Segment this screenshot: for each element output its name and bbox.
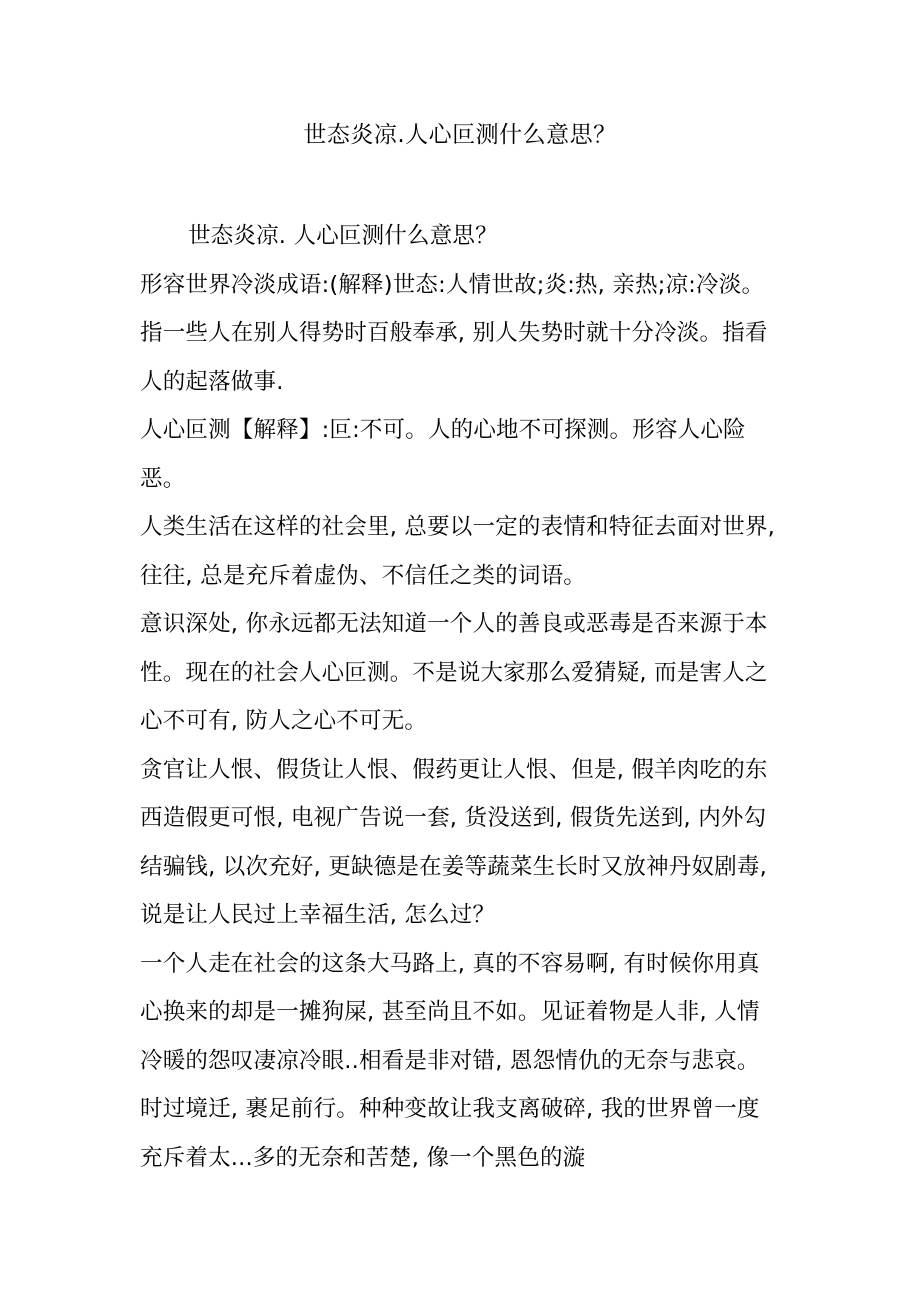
paragraph-road-of-life: 一个人走在社会的这条大马路上, 真的不容易啊, 有时候你用真心换来的却是一摊狗屎, 甚至尚且不如。见证着物是人非, 人情冷暖的怨叹凄凉冷眼..相看是非对错, 恩怨情仇的无奈与悲哀。时过境迁, 裹足前行。种种变故让我支离破碎, 我的世界曾一度充斥着太...多的无奈和苦楚, 像一个黑色的漩 — [140, 950, 760, 1171]
paragraph-society: 人类生活在这样的社会里, 总要以一定的表情和特征去面对世界, 往往, 总是充斥着虚伪、不信任之类的词语。 — [140, 514, 775, 589]
document-title: 世态炎凉.人心叵测什么意思？ — [303, 122, 617, 148]
document-body — [140, 212, 780, 1182]
paragraph-definition-shitai: 形容世界冷淡成语:(解释)世态:人情世故;炎:热, 亲热;凉:冷淡。指一些人在别人得势时百般奉承, 别人失势时就十分冷淡。指看人的起落做事. — [140, 271, 768, 395]
paragraph-definition-renxin: 人心叵测【解释】:叵:不可。人的心地不可探测。形容人心险恶。 — [140, 417, 746, 492]
paragraph-consciousness: 意识深处, 你永远都无法知道一个人的善良或恶毒是否来源于本性。现在的社会人心叵测。不是说大家那么爱猜疑, 而是害人之心不可有, 防人之心不可无。 — [140, 611, 768, 734]
paragraph-corruption: 贪官让人恨、假货让人恨、假药更让人恨、但是, 假羊肉吃的东西造假更可恨, 电视广告说一套, 货没送到, 假货先送到, 内外勾结骗钱, 以次充好, 更缺德是在姜等蔬菜生长时又放神丹奴剧毒, 说是让人民过上幸福生活, 怎么过？ — [140, 756, 768, 928]
subtitle-paragraph: 世态炎凉. 人心叵测什么意思？ — [188, 223, 498, 249]
